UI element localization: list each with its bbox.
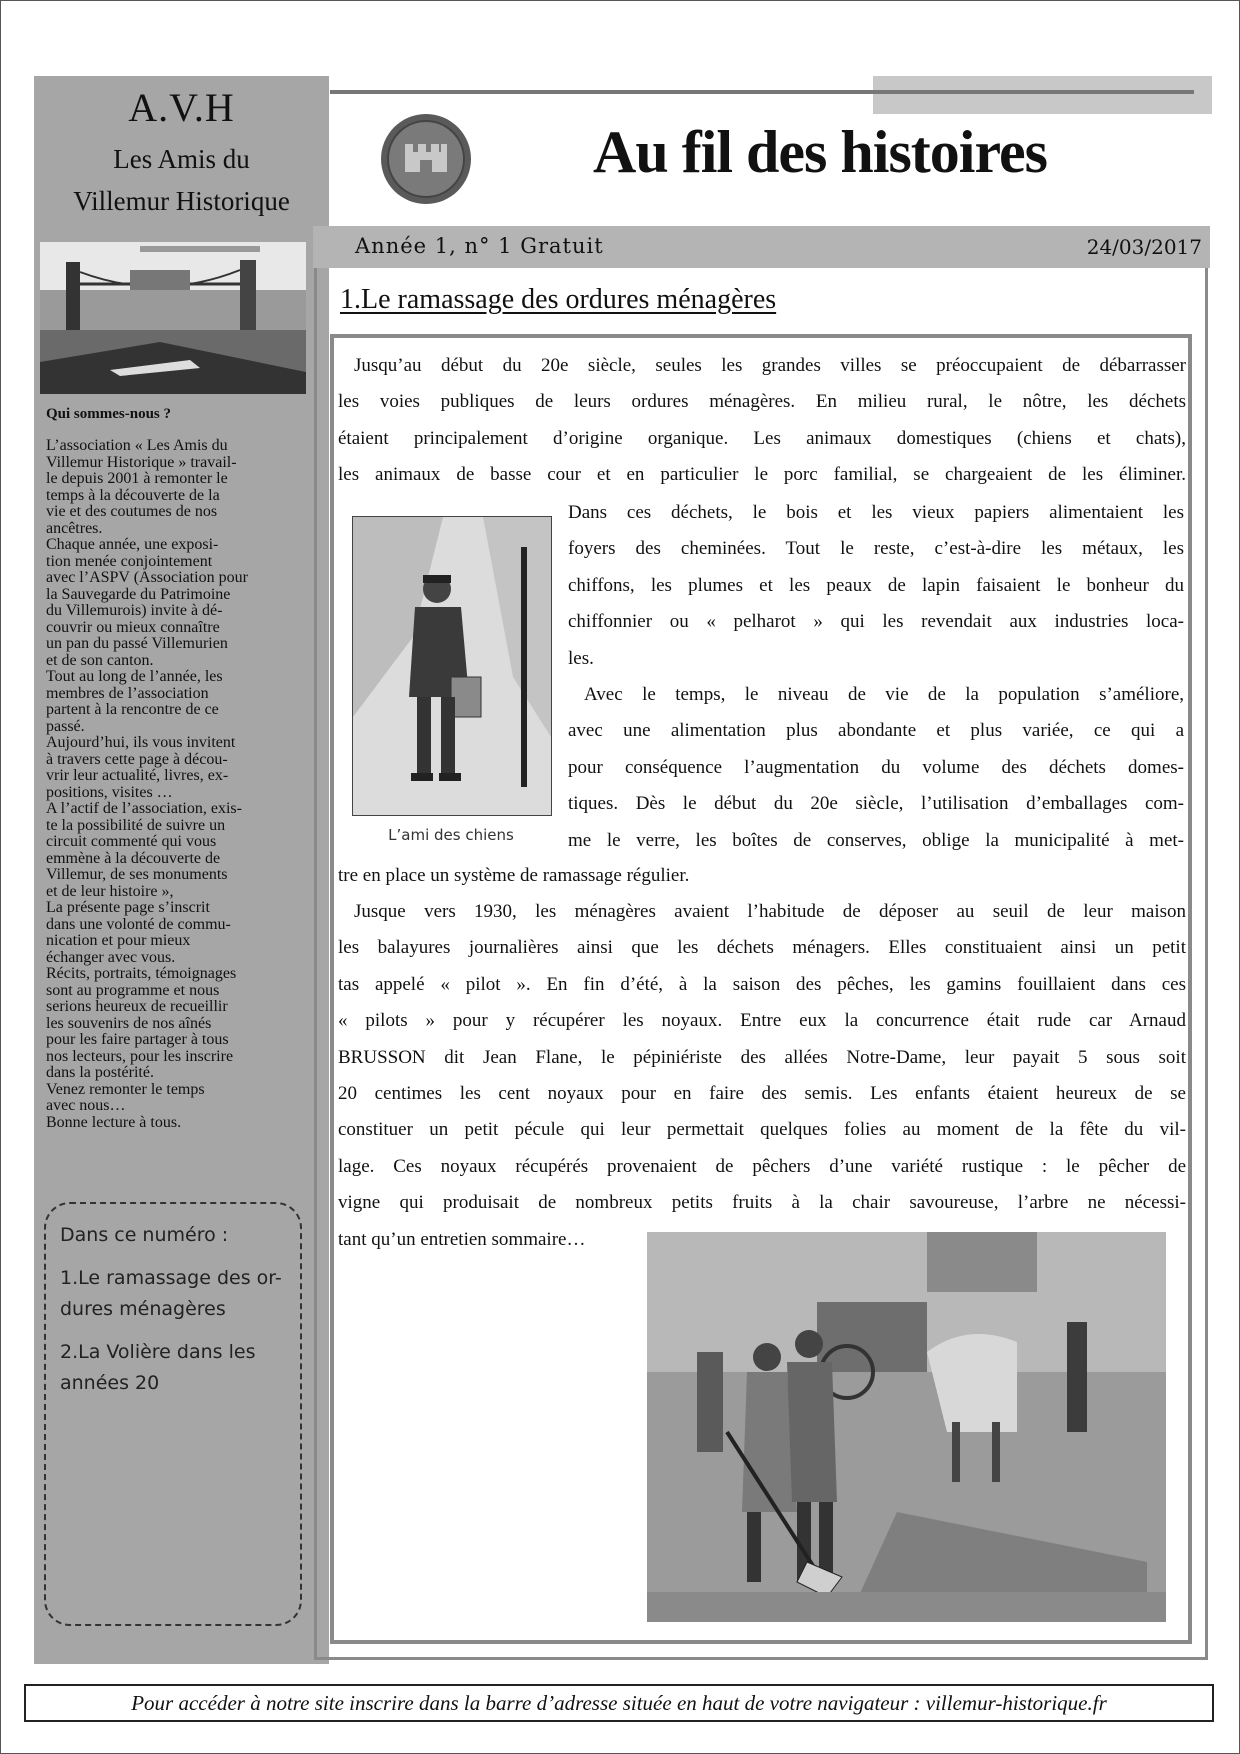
paragraph-line: les.: [568, 647, 594, 669]
bridge-postcard-photo: [40, 242, 306, 394]
paragraph-line: Tout au long de l’année, les: [46, 668, 223, 685]
paragraph-line: Chaque année, une exposi-: [46, 536, 219, 553]
paragraph-line: L’association « Les Amis du: [46, 437, 228, 454]
org-acronym: A.V.H: [128, 85, 235, 130]
paragraph-line: Venez remonter le temps: [46, 1080, 205, 1098]
newsletter-title: Au fil des histoires: [593, 119, 1047, 185]
paragraph-line: Récits, portraits, témoignages: [46, 965, 237, 982]
paragraph-line: les voies publiques de leurs ordures ménagères. En milieu rural, le nôtre, les déchets: [338, 391, 1186, 413]
town-seal-icon: [379, 112, 473, 206]
paragraph-line: les souvenirs de nos aînés: [46, 1014, 212, 1032]
contents-item-1[interactable]: 1.Le ramassage des or-dures ménagères: [60, 1267, 282, 1320]
org-name-line1: Les Amis du: [113, 144, 250, 174]
issue-date: 24/03/2017: [1086, 235, 1202, 259]
issue-bar: [313, 226, 1210, 268]
paragraph-line: avec l’ASPV (Association pour: [46, 569, 248, 586]
footer-note: Pour accéder à notre site inscrire dans la barre d’adresse située en haut de votre navigateur : villemur-historique.fr: [24, 1684, 1214, 1722]
article-paragraph-1: [338, 348, 1186, 494]
paragraph-line: membres de l’association: [46, 684, 209, 702]
paragraph-line: te la possibilité de suivre un: [46, 816, 226, 834]
who-heading: Qui sommes-nous ?: [46, 406, 172, 422]
ragpicker-illustration: [352, 516, 552, 816]
org-name-line2: Villemur Historique: [73, 186, 290, 216]
paragraph-line: avec nous…: [46, 1097, 126, 1114]
paragraph-line: serions heureux de recueillir: [46, 998, 228, 1015]
paragraph-line: partent à la rencontre de ce: [46, 701, 219, 718]
paragraph-line: étaient principalement d’origine organique. Les animaux domestiques (chiens et chats),: [338, 427, 1186, 449]
paragraph-line: les balayures journalières ainsi que les déchets ménagers. Elles constituaient ainsi un petit: [338, 937, 1186, 959]
figure-caption: L’ami des chiens: [388, 826, 514, 844]
paragraph-line: vie et des coutumes de nos: [46, 503, 218, 520]
article-paragraph-2-tail: [338, 858, 1186, 894]
org-name: [34, 138, 329, 222]
paragraph-line: pour les faire partager à tous: [46, 1031, 229, 1048]
paragraph-line: sont au programme et nous: [46, 981, 220, 999]
paragraph-line: du Villemurois) invite à dé-: [46, 602, 223, 619]
paragraph-line: avec une alimentation plus abondante et plus variée, ce qui a: [568, 720, 1184, 742]
paragraph-line: Villemur Historique » travail-: [46, 453, 237, 471]
contents-heading: Dans ce numéro :: [60, 1224, 229, 1246]
paragraph-line: tiques. Dès le début du 20e siècle, l’utilisation d’emballages com-: [568, 793, 1184, 815]
paragraph-line: les animaux de basse cour et en particulier le porc familial, se chargeaient de les éliminer.: [338, 464, 1186, 486]
paragraph-line: tion menée conjointement: [46, 552, 213, 570]
contents-item-2[interactable]: 2.La Volière dans les années 20: [60, 1341, 256, 1394]
paragraph-line: et de leur histoire »,: [46, 882, 174, 900]
paragraph-line: à travers cette page à décou-: [46, 750, 228, 768]
paragraph-line: chiffons, les plumes et les peaux de lapin faisaient le bonheur du: [568, 574, 1184, 596]
paragraph-line: un pan du passé Villemurien: [46, 635, 228, 652]
paragraph-line: Aujourd’hui, ils vous invitent: [46, 734, 236, 751]
paragraph-line: nos lecteurs, pour les inscrire: [46, 1047, 234, 1065]
paragraph-line: « pilots » pour y récupérer les noyaux. Entre eux la concurrence était rude car Arnaud: [338, 1010, 1186, 1032]
paragraph-line: chiffonnier ou « pelharot » qui les revendait aux industries loca-: [568, 611, 1184, 633]
paragraph-line: Dans ces déchets, le bois et les vieux papiers alimentaient les: [568, 502, 1184, 523]
paragraph-line: dans une volonté de commu-: [46, 915, 231, 933]
paragraph-line: emmène à la découverte de: [46, 849, 221, 867]
article-paragraph-3: [338, 894, 1186, 1222]
paragraph-line: lage. Ces noyaux récupérés provenaient de pêchers d’une variété rustique : le pêcher de: [338, 1155, 1186, 1177]
paragraph-line: A l’actif de l’association, exis-: [46, 800, 242, 817]
paragraph-line: vrir leur actualité, livres, ex-: [46, 767, 229, 784]
paragraph-line: le depuis 2001 à remonter le: [46, 470, 228, 487]
paragraph-line: me le verre, les boîtes de conserves, oblige la municipalité à met-: [568, 829, 1184, 851]
paragraph-line: Villemur, de ses monuments: [46, 866, 228, 883]
header-grey-block: [873, 76, 1212, 114]
paragraph-line: dans la postérité.: [46, 1064, 154, 1081]
paragraph-line: Avec le temps, le niveau de vie de la population s’améliore,: [584, 684, 1184, 706]
sidebar: [34, 76, 329, 1664]
article-paragraph-2: [568, 495, 1184, 859]
street-sweepers-illustration: [647, 1232, 1166, 1622]
paragraph-line: Jusque vers 1930, les ménagères avaient l’habitude de déposer au seuil de leur maison: [354, 901, 1186, 922]
paragraph-line: tre en place un système de ramassage régulier.: [338, 865, 690, 886]
paragraph-line: Bonne lecture à tous.: [46, 1113, 182, 1131]
paragraph-line: tas appelé « pilot ». En fin d’été, à la saison des pêches, les gamins fouillaient dans ces: [338, 973, 1186, 995]
paragraph-line: BRUSSON dit Jean Flane, le pépiniériste des allées Notre-Dame, leur payait 5 sous soit: [338, 1046, 1186, 1068]
contents-box: [44, 1202, 302, 1626]
paragraph-line: Jusqu’au début du 20e siècle, seules les grandes villes se préoccupaient de débarrasser: [354, 355, 1186, 376]
paragraph-line: vigne qui produisait de nombreux petits fruits à la chair savoureuse, l’arbre ne nécessi-: [338, 1192, 1186, 1214]
paragraph-line: 20 centimes les cent noyaux pour en faire des semis. Les enfants étaient heureux de se: [338, 1083, 1186, 1105]
paragraph-line: ancêtres.: [46, 519, 103, 537]
paragraph-line: pour conséquence l’augmentation du volume des déchets domes-: [568, 756, 1184, 778]
header-rule: [330, 90, 1194, 94]
paragraph-line: passé.: [46, 717, 85, 735]
paragraph-line: foyers des cheminées. Tout le reste, c’est-à-dire les métaux, les: [568, 538, 1184, 560]
paragraph-line: temps à la découverte de la: [46, 486, 220, 504]
issue-number: Année 1, n° 1 Gratuit: [355, 234, 604, 258]
paragraph-line: circuit commenté qui vous: [46, 833, 217, 850]
paragraph-line: échanger avec vous.: [46, 948, 176, 966]
paragraph-line: nication et pour mieux: [46, 932, 191, 949]
paragraph-line: couvrir ou mieux connaître: [46, 618, 220, 636]
paragraph-line: La présente page s’inscrit: [46, 899, 210, 916]
paragraph-line: et de son canton.: [46, 651, 154, 669]
article-title: 1.Le ramassage des ordures ménagères: [340, 284, 777, 315]
article-paragraph-3-tail: [338, 1222, 638, 1258]
paragraph-line: positions, visites …: [46, 783, 173, 801]
paragraph-line: constituer un petit pécule qui leur permettait quelques folies au moment de la fête du vil-: [338, 1119, 1186, 1141]
paragraph-line: la Sauvegarde du Patrimoine: [46, 585, 231, 603]
who-text: [46, 438, 314, 1131]
paragraph-line: tant qu’un entretien sommaire…: [338, 1229, 586, 1250]
